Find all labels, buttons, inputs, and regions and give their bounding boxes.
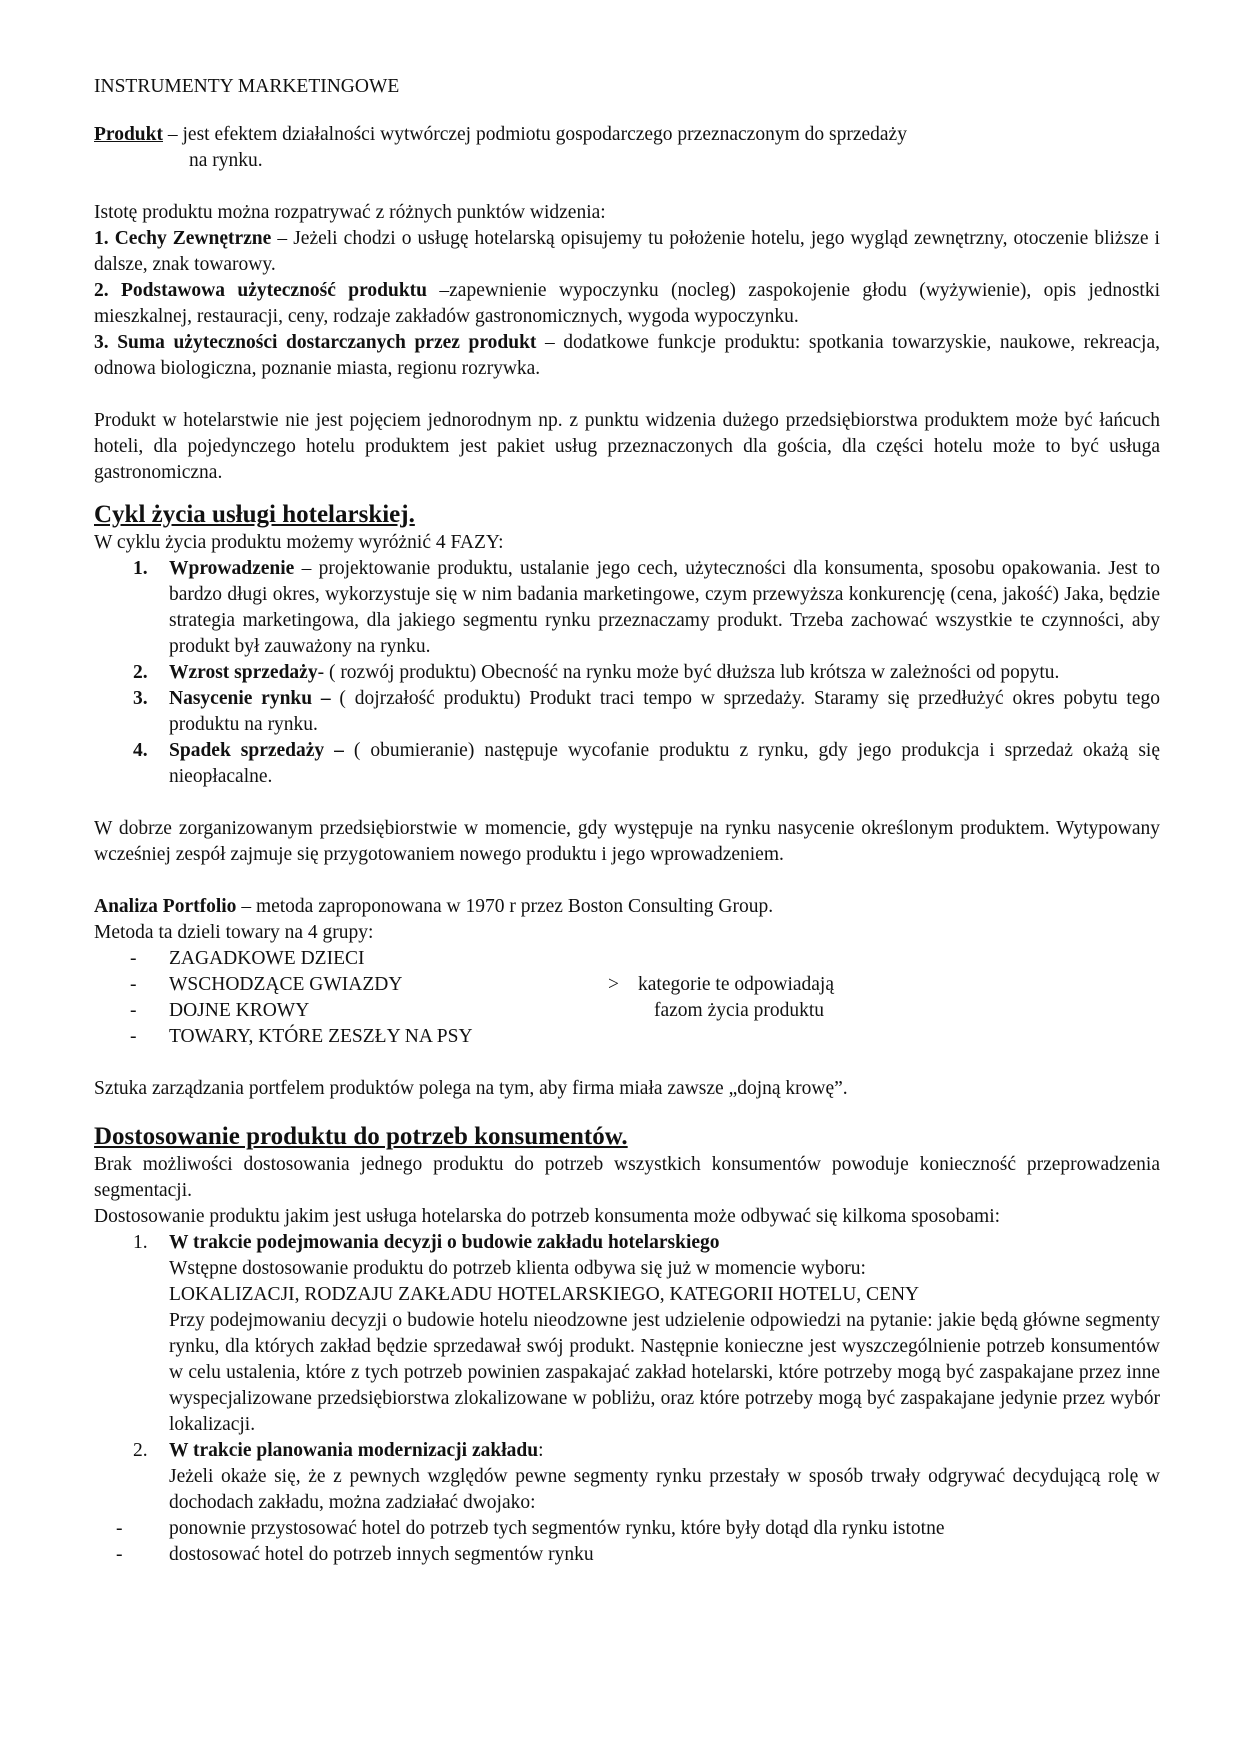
dostosowanie-option-1-text: ponownie przystosować hotel do potrzeb tych segmentów rynku, które były dotąd dla rynku istotne (169, 1518, 945, 1539)
istota-intro: Istotę produktu można rozpatrywać z różnych punktów widzenia: (94, 202, 606, 223)
istota-point-2 (94, 278, 1160, 330)
dostosowanie-item-1-lead: W trakcie podejmowania decyzji o budowie zakładu hotelarskiego (169, 1232, 720, 1253)
cykl-phase-2-lead: Wzrost sprzedaży (169, 662, 318, 683)
arrow-right-icon: > (608, 974, 619, 995)
dostosowanie-item-2-text: : (538, 1440, 544, 1461)
dostosowanie-list (94, 1230, 1160, 1256)
dostosowanie-p2: Dostosowanie produktu jakim jest usługa hotelarska do potrzeb konsumenta może odbywać się kilkoma sposobami: (94, 1206, 1001, 1227)
dostosowanie-item-1 (94, 1230, 1160, 1256)
dostosowanie-p1: Brak możliwości dostosowania jednego produktu do potrzeb wszystkich konsumentów powoduje konieczność przeprowadzenia segmentacji. (94, 1154, 1160, 1201)
produkt-definition-line1: – jest efektem działalności wytwórczej podmiotu gospodarczego przeznaczonym do sprzedaży (163, 124, 907, 145)
cykl-phase-1-lead: Wprowadzenie (169, 558, 295, 579)
cykl-heading: Cykl życia usługi hotelarskiej. (94, 501, 415, 528)
cykl-phase-2 (94, 660, 1160, 686)
portfolio-group-4 (94, 1024, 1160, 1050)
dostosowanie-item-2-num: 2. (133, 1440, 148, 1461)
dash-bullet: - (130, 1026, 137, 1047)
cykl-phase-4-text: ( obumieranie) następuje wycofanie produktu z rynku, gdy jego produkcja i sprzedaż okażą się nieopłacalne. (169, 740, 1160, 787)
dostosowanie-item-1-num: 1. (133, 1232, 148, 1253)
cykl-phase-3-text: ( dojrzałość produktu) Produkt traci tempo w sprzedaży. Staramy się przedłużyć okres pobytu tego produktu na rynku. (169, 688, 1161, 735)
cykl-paragraph: W dobrze zorganizowanym przedsiębiorstwie w momencie, gdy występuje na rynku nasycenie określonym produktem. Wytypowany wcześniej zespół zajmuje się przygotowaniem nowego produktu i jego wprowadzeniem. (94, 818, 1160, 865)
istota-point-1-lead: 1. Cechy Zewnętrzne (94, 228, 272, 249)
dostosowanie-option-2 (94, 1542, 1160, 1568)
cykl-phase-2-num: 2. (133, 662, 148, 683)
portfolio-closing: Sztuka zarządzania portfelem produktów polega na tym, aby firma miała zawsze „dojną krowę”. (94, 1078, 848, 1099)
produkt-term: Produkt (94, 124, 163, 145)
dash-bullet: - (130, 974, 137, 995)
portfolio-lead: Analiza Portfolio (94, 896, 237, 917)
dostosowanie-options (94, 1516, 1160, 1568)
cykl-phase-4 (94, 738, 1160, 790)
portfolio-group-2 (94, 972, 1160, 998)
istota-point-2-text: –zapewnienie wypoczynku (nocleg) zaspokojenie głodu (wyżywienie), opis jednostki mieszkalnej, restauracji, ceny, rodzaje zakładów gastronomicznych, wygoda wypoczynku. (94, 280, 1160, 327)
cykl-phase-3-lead: Nasycenie rynku – (169, 688, 331, 709)
cykl-intro: W cyklu życia produktu możemy wyróżnić 4 FAZY: (94, 532, 504, 553)
portfolio-groups (94, 946, 1160, 1050)
dostosowanie-list-2 (94, 1438, 1160, 1464)
istota-point-3-text: – dodatkowe funkcje produktu: spotkania towarzyskie, naukowe, rekreacja, odnowa biologiczna, poznanie miasta, regionu rozrywka. (94, 332, 1160, 379)
portfolio-side-line1: kategorie te odpowiadają (638, 974, 834, 995)
istota-point-1-text: – Jeżeli chodzi o usługę hotelarską opisujemy tu położenie hotelu, jego wygląd zewnętrzny, otoczenie bliższe i dalsze, znak towarowy. (94, 228, 1160, 275)
dash-bullet: - (116, 1518, 123, 1539)
cykl-phase-1-num: 1. (133, 558, 148, 579)
portfolio-group-4-label: TOWARY, KTÓRE ZESZŁY NA PSY (169, 1026, 473, 1047)
cykl-phase-3 (94, 686, 1160, 738)
cykl-phase-2-text: - ( rozwój produktu) Obecność na rynku może być dłuższa lub krótsza w zależności od popytu. (317, 662, 1060, 683)
produkt-definition-line2: na rynku. (189, 150, 263, 171)
dostosowanie-item-1-body3: Przy podejmowaniu decyzji o budowie hotelu nieodzowne jest udzielenie odpowiedzi na pytanie: jakie będą główne segmenty rynku, dla których zakład będzie sprzedawał swój produkt. Następnie konieczne jest wyszczególnienie potrzeb konsumentów w celu ustalenia, które z tych potrzeb powinien zaspakajać zakład hotelarski, które potrzeby mogą być zaspakajane przez inne wyspecjalizowane przedsiębiorstwa zlokalizowane w pobliżu, oraz które potrzeby mogą być zaspakajane jedynie przez wybór lokalizacji. (169, 1310, 1160, 1435)
portfolio-group-3 (94, 998, 1160, 1024)
dostosowanie-item-2-body1: Jeżeli okaże się, że z pewnych względów pewne segmenty rynku przestały w sposób trwały odgrywać decydującą rolę w dochodach zakładu, można zadziałać dwojako: (169, 1466, 1160, 1513)
dostosowanie-item-1-body1: Wstępne dostosowanie produktu do potrzeb klienta odbywa się już w momencie wyboru: (169, 1258, 866, 1279)
istota-point-1 (94, 226, 1160, 278)
cykl-phase-3-num: 3. (133, 688, 148, 709)
dostosowanie-option-1 (94, 1516, 1160, 1542)
dash-bullet: - (130, 948, 137, 969)
dostosowanie-item-2 (94, 1438, 1160, 1464)
portfolio-text: – metoda zaproponowana w 1970 r przez Boston Consulting Group. (236, 896, 774, 917)
dostosowanie-option-2-text: dostosować hotel do potrzeb innych segmentów rynku (169, 1544, 594, 1565)
istota-paragraph: Produkt w hotelarstwie nie jest pojęciem jednorodnym np. z punktu widzenia dużego przedsiębiorstwa produktem może być łańcuch hoteli, dla pojedynczego hotelu produktem jest pakiet usług przeznaczonych dla gościa, dla części hotelu może to być usługa gastronomiczna. (94, 410, 1160, 483)
cykl-phase-4-lead: Spadek sprzedaży – (169, 740, 344, 761)
portfolio-side-line2: fazom życia produktu (654, 1000, 825, 1021)
istota-point-3 (94, 330, 1160, 382)
dash-bullet: - (130, 1000, 137, 1021)
dostosowanie-heading: Dostosowanie produktu do potrzeb konsumentów. (94, 1123, 628, 1150)
istota-point-3-lead: 3. Suma użyteczności dostarczanych przez produkt (94, 332, 537, 353)
dostosowanie-item-2-lead: W trakcie planowania modernizacji zakładu (169, 1440, 539, 1461)
cykl-phase-1 (94, 556, 1160, 660)
cykl-phase-1-text: – projektowanie produktu, ustalanie jego cech, użyteczności dla konsumenta, sposobu opakowania. Jest to bardzo długi okres, wykorzystuje się w nim badania marketingowe, czym przewyższa konkurencję (cena, jakość) Jaka, będzie strategia marketingowa, dla jakiego segmentu rynku przeznaczamy produkt. Trzeba zachować wszystkie te czynności, aby produkt był zauważony na rynku. (169, 558, 1160, 657)
cykl-phase-4-num: 4. (133, 740, 148, 761)
produkt-definition (94, 122, 1160, 174)
dostosowanie-item-1-body2: LOKALIZACJI, RODZAJU ZAKŁADU HOTELARSKIEGO, KATEGORII HOTELU, CENY (169, 1284, 920, 1305)
portfolio-group-3-label: DOJNE KROWY (169, 1000, 310, 1021)
portfolio-groups-list (94, 946, 1160, 1050)
portfolio-group-1 (94, 946, 1160, 972)
istota-point-2-lead: 2. Podstawowa użyteczność produktu (94, 280, 428, 301)
cykl-phases-list (94, 556, 1160, 790)
document-title: INSTRUMENTY MARKETINGOWE (94, 76, 400, 97)
portfolio-group-2-label: WSCHODZĄCE GWIAZDY (169, 974, 403, 995)
portfolio-definition (94, 894, 1160, 920)
dash-bullet: - (116, 1544, 123, 1565)
portfolio-intro: Metoda ta dzieli towary na 4 grupy: (94, 922, 374, 943)
portfolio-group-1-label: ZAGADKOWE DZIECI (169, 948, 365, 969)
